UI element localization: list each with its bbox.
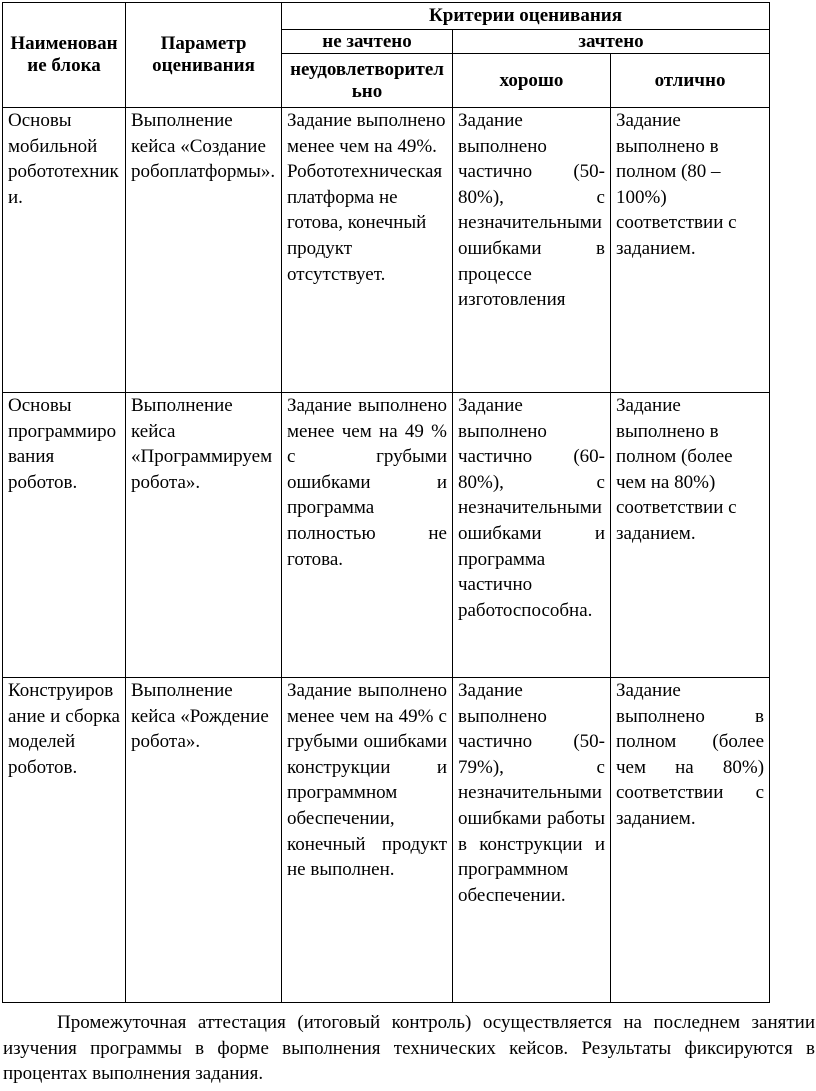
block-name-cell: Основы программирования роботов. [3,393,126,678]
header-criteria: Критерии оценивания [282,3,770,30]
block-name-cell: Основы мобильной робототехники. [3,108,126,393]
header-good: хорошо [453,54,611,108]
attestation-paragraph: Промежуточная аттестация (итоговый контроль) осуществляется на последнем занятии изучения программы в форме выполнения технических кейсов. Результаты фиксируются в процентах выполнения задания. [3,1012,815,1084]
assessment-criteria-table [2,2,770,1003]
block-name-cell: Конструирование и сборка моделей роботов. [3,678,126,1003]
good-cell: Задание выполнено частично (60-80%), с незначительными ошибками и программа частично работоспособна. [453,393,611,678]
excellent-cell: Задание выполнено в полном (более чем на 80%) соответствии с заданием. [611,678,770,1003]
header-parameter: Параметр оценивания [126,3,282,108]
unsatisfactory-cell: Задание выполнено менее чем на 49% с грубыми ошибками конструкции и программном обеспечении, конечный продукт не выполнен. [282,678,453,1003]
header-row [3,3,770,30]
parameter-cell: Выполнение кейса «Рождение робота». [126,678,282,1003]
table-row [3,678,770,1003]
table-row [3,108,770,393]
parameter-cell: Выполнение кейса «Создание робоплатформы». [126,108,282,393]
excellent-cell: Задание выполнено в полном (более чем на 80%) соответствии с заданием. [611,393,770,678]
table-row [3,393,770,678]
unsatisfactory-cell: Задание выполнено менее чем на 49 % с грубыми ошибками и программа полностью не готова. [282,393,453,678]
header-block-name: Наименование блока [3,3,126,108]
excellent-cell: Задание выполнено в полном (80 – 100%) соответствии с заданием. [611,108,770,393]
header-excellent: отлично [611,54,770,108]
good-cell: Задание выполнено частично (50-79%), с незначительными ошибками работы в конструкции и программном обеспечении. [453,678,611,1003]
header-passed: зачтено [453,30,770,54]
header-not-passed: не зачтено [282,30,453,54]
parameter-cell: Выполнение кейса «Программируем робота». [126,393,282,678]
good-cell: Задание выполнено частично (50-80%), с незначительными ошибками в процессе изготовления [453,108,611,393]
unsatisfactory-cell: Задание выполнено менее чем на 49%. Робототехническая платформа не готова, конечный продукт отсутствует. [282,108,453,393]
header-unsatisfactory: неудовлетворительно [282,54,453,108]
